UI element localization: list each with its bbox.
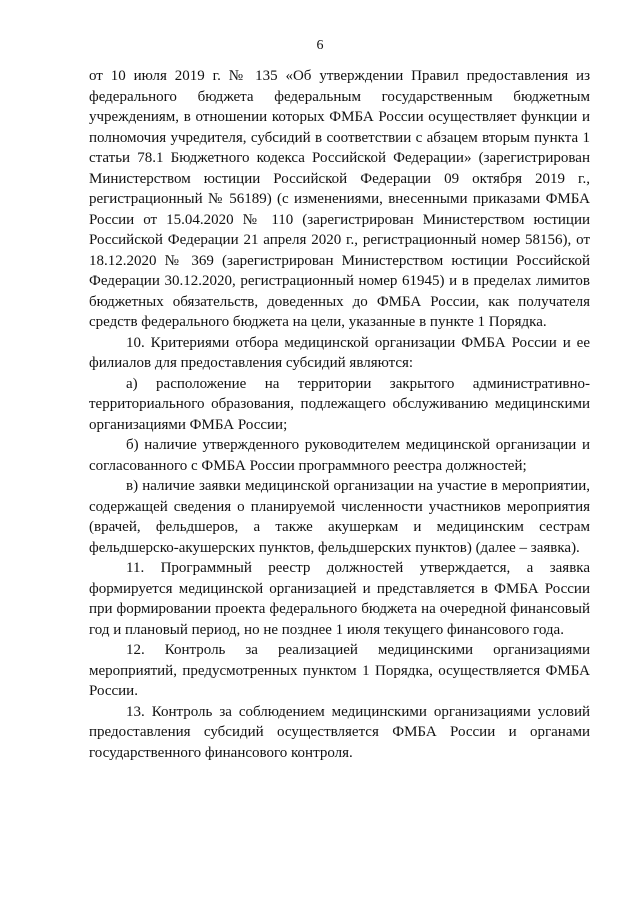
paragraph-continuation: от 10 июля 2019 г. № 135 «Об утверждении Правил предоставления из федерального бюджета федеральным государственным бюджетным учреждениям, в отношении которых ФМБА России осуществляет функции и полномочия учредителя, субсидий в соответствии с абзацем вторым пункта 1 статьи 78.1 Бюджетного кодекса Российской Федерации» (зарегистрирован Министерством юстиции Российской Федерации 09 октября 2019 г., регистрационный № 56189) (с изменениями, внесенными приказами ФМБА России от 15.04.2020 № 110 (зарегистрирован Министерством юстиции Российской Федерации 21 апреля 2020 г., регистрационный номер 58156), от 18.12.2020 № 369 (зарегистрирован Министерством юстиции Российской Федерации 30.12.2020, регистрационный номер 61945) и в пределах лимитов бюджетных обязательств, доведенных до ФМБА России, как получателя средств федерального бюджета на цели, указанные в пункте 1 Порядка.: [89, 68, 590, 330]
paragraph-subitem-a: а) расположение на территории закрытого административно-территориального образования, подлежащего обслуживанию медицинскими организациями ФМБА России;: [89, 375, 590, 433]
paragraph-subitem-b: б) наличие утвержденного руководителем медицинской организации и согласованного с ФМБА России программного реестра должностей;: [89, 437, 590, 474]
paragraph-item-10: 10. Критериями отбора медицинской организации ФМБА России и ее филиалов для предоставления субсидий являются:: [89, 334, 590, 371]
paragraph-subitem-v: в) наличие заявки медицинской организации на участие в мероприятии, содержащей сведения о планируемой численности участников мероприятия (врачей, фельдшеров, а также акушеркам и медицинским сестрам фельдшерско-акушерских пунктов, фельдшерских пунктов) (далее – заявка).: [89, 478, 590, 556]
paragraph-item-13: 13. Контроль за соблюдением медицинскими организациями условий предоставления субсидий осуществляется ФМБА России и органами государственного финансового контроля.: [89, 703, 590, 761]
document-body: [89, 66, 590, 763]
page-number: 6: [316, 38, 324, 53]
paragraph-item-12: 12. Контроль за реализацией медицинскими организациями мероприятий, предусмотренных пунктом 1 Порядка, осуществляется ФМБА России.: [89, 642, 590, 699]
paragraph-item-11: 11. Программный реестр должностей утверждается, а заявка формируется медицинской организацией и представляется в ФМБА России при формировании проекта федерального бюджета на очередной финансовый год и плановый период, но не позднее 1 июля текущего финансового года.: [89, 560, 590, 638]
